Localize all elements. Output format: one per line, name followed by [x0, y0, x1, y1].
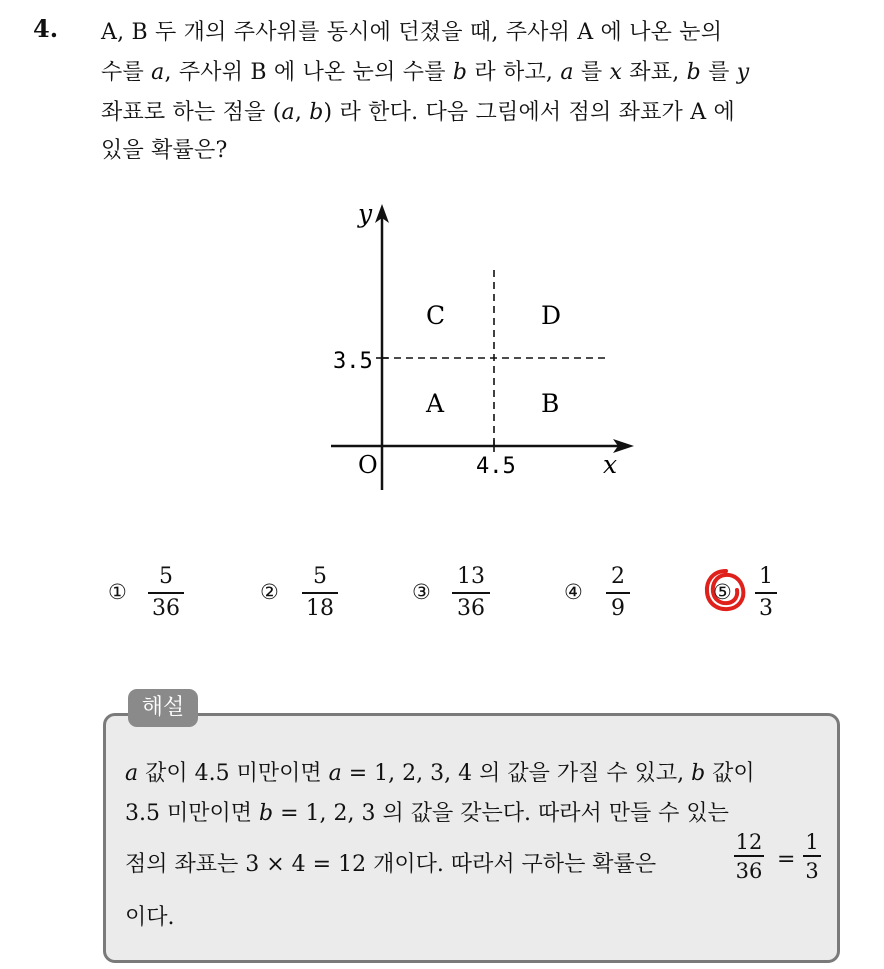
question-line-3: 좌표로 하는 점을 (a, b) 라 한다. 다음 그림에서 점의 좌표가 A 에	[101, 100, 735, 125]
solution-line-1: a 값이 4.5 미만이면 a = 1, 2, 3, 4 의 값을 가질 수 있고, b 값이	[125, 761, 755, 786]
choice-marker: ①	[108, 580, 127, 604]
question-line-1: A, B 두 개의 주사위를 동시에 던졌을 때, 주사위 A 에 나온 눈의	[101, 20, 723, 45]
choice-fraction: 2 9	[606, 563, 630, 623]
x-tick-label: 4.5	[476, 454, 516, 479]
choice-marker: ②	[260, 580, 279, 604]
solution-fraction-12-36: 12 36	[735, 830, 763, 883]
region-b-label: B	[541, 389, 560, 418]
solution-equals: =	[777, 847, 796, 872]
choice-fraction: 5 18	[302, 563, 338, 623]
choice-marker: ③	[412, 580, 431, 604]
region-a-label: A	[426, 389, 445, 418]
solution-line-4: 이다.	[125, 905, 175, 930]
solution-tag: 해설	[128, 689, 198, 727]
origin-label: O	[358, 451, 378, 479]
question-line-2: 수를 a, 주사위 B 에 나온 눈의 수를 b 라 하고, a 를 x 좌표, b 를 y	[101, 60, 750, 85]
x-axis-label: x	[603, 450, 618, 479]
choice-marker: ⑤	[713, 580, 732, 604]
question-line-4: 있을 확률은?	[101, 138, 228, 163]
choice-fraction: 5 36	[148, 563, 184, 623]
choice-fraction: 13 36	[452, 563, 490, 623]
choice-fraction: 1 3	[755, 563, 777, 623]
choice-marker: ④	[564, 580, 583, 604]
solution-fraction-1-3: 1 3	[803, 829, 821, 885]
y-tick-label: 3.5	[333, 349, 373, 374]
question-number: 4.	[33, 14, 59, 43]
region-c-label: C	[426, 301, 446, 330]
region-d-label: D	[541, 301, 562, 330]
solution-box	[103, 713, 840, 963]
solution-line-3: 점의 좌표는 3 × 4 = 12 개이다. 따라서 구하는 확률은	[125, 852, 657, 877]
solution-line-2: 3.5 미만이면 b = 1, 2, 3 의 값을 갖는다. 따라서 만들 수 있는	[125, 801, 729, 826]
y-axis-label: y	[358, 199, 373, 228]
